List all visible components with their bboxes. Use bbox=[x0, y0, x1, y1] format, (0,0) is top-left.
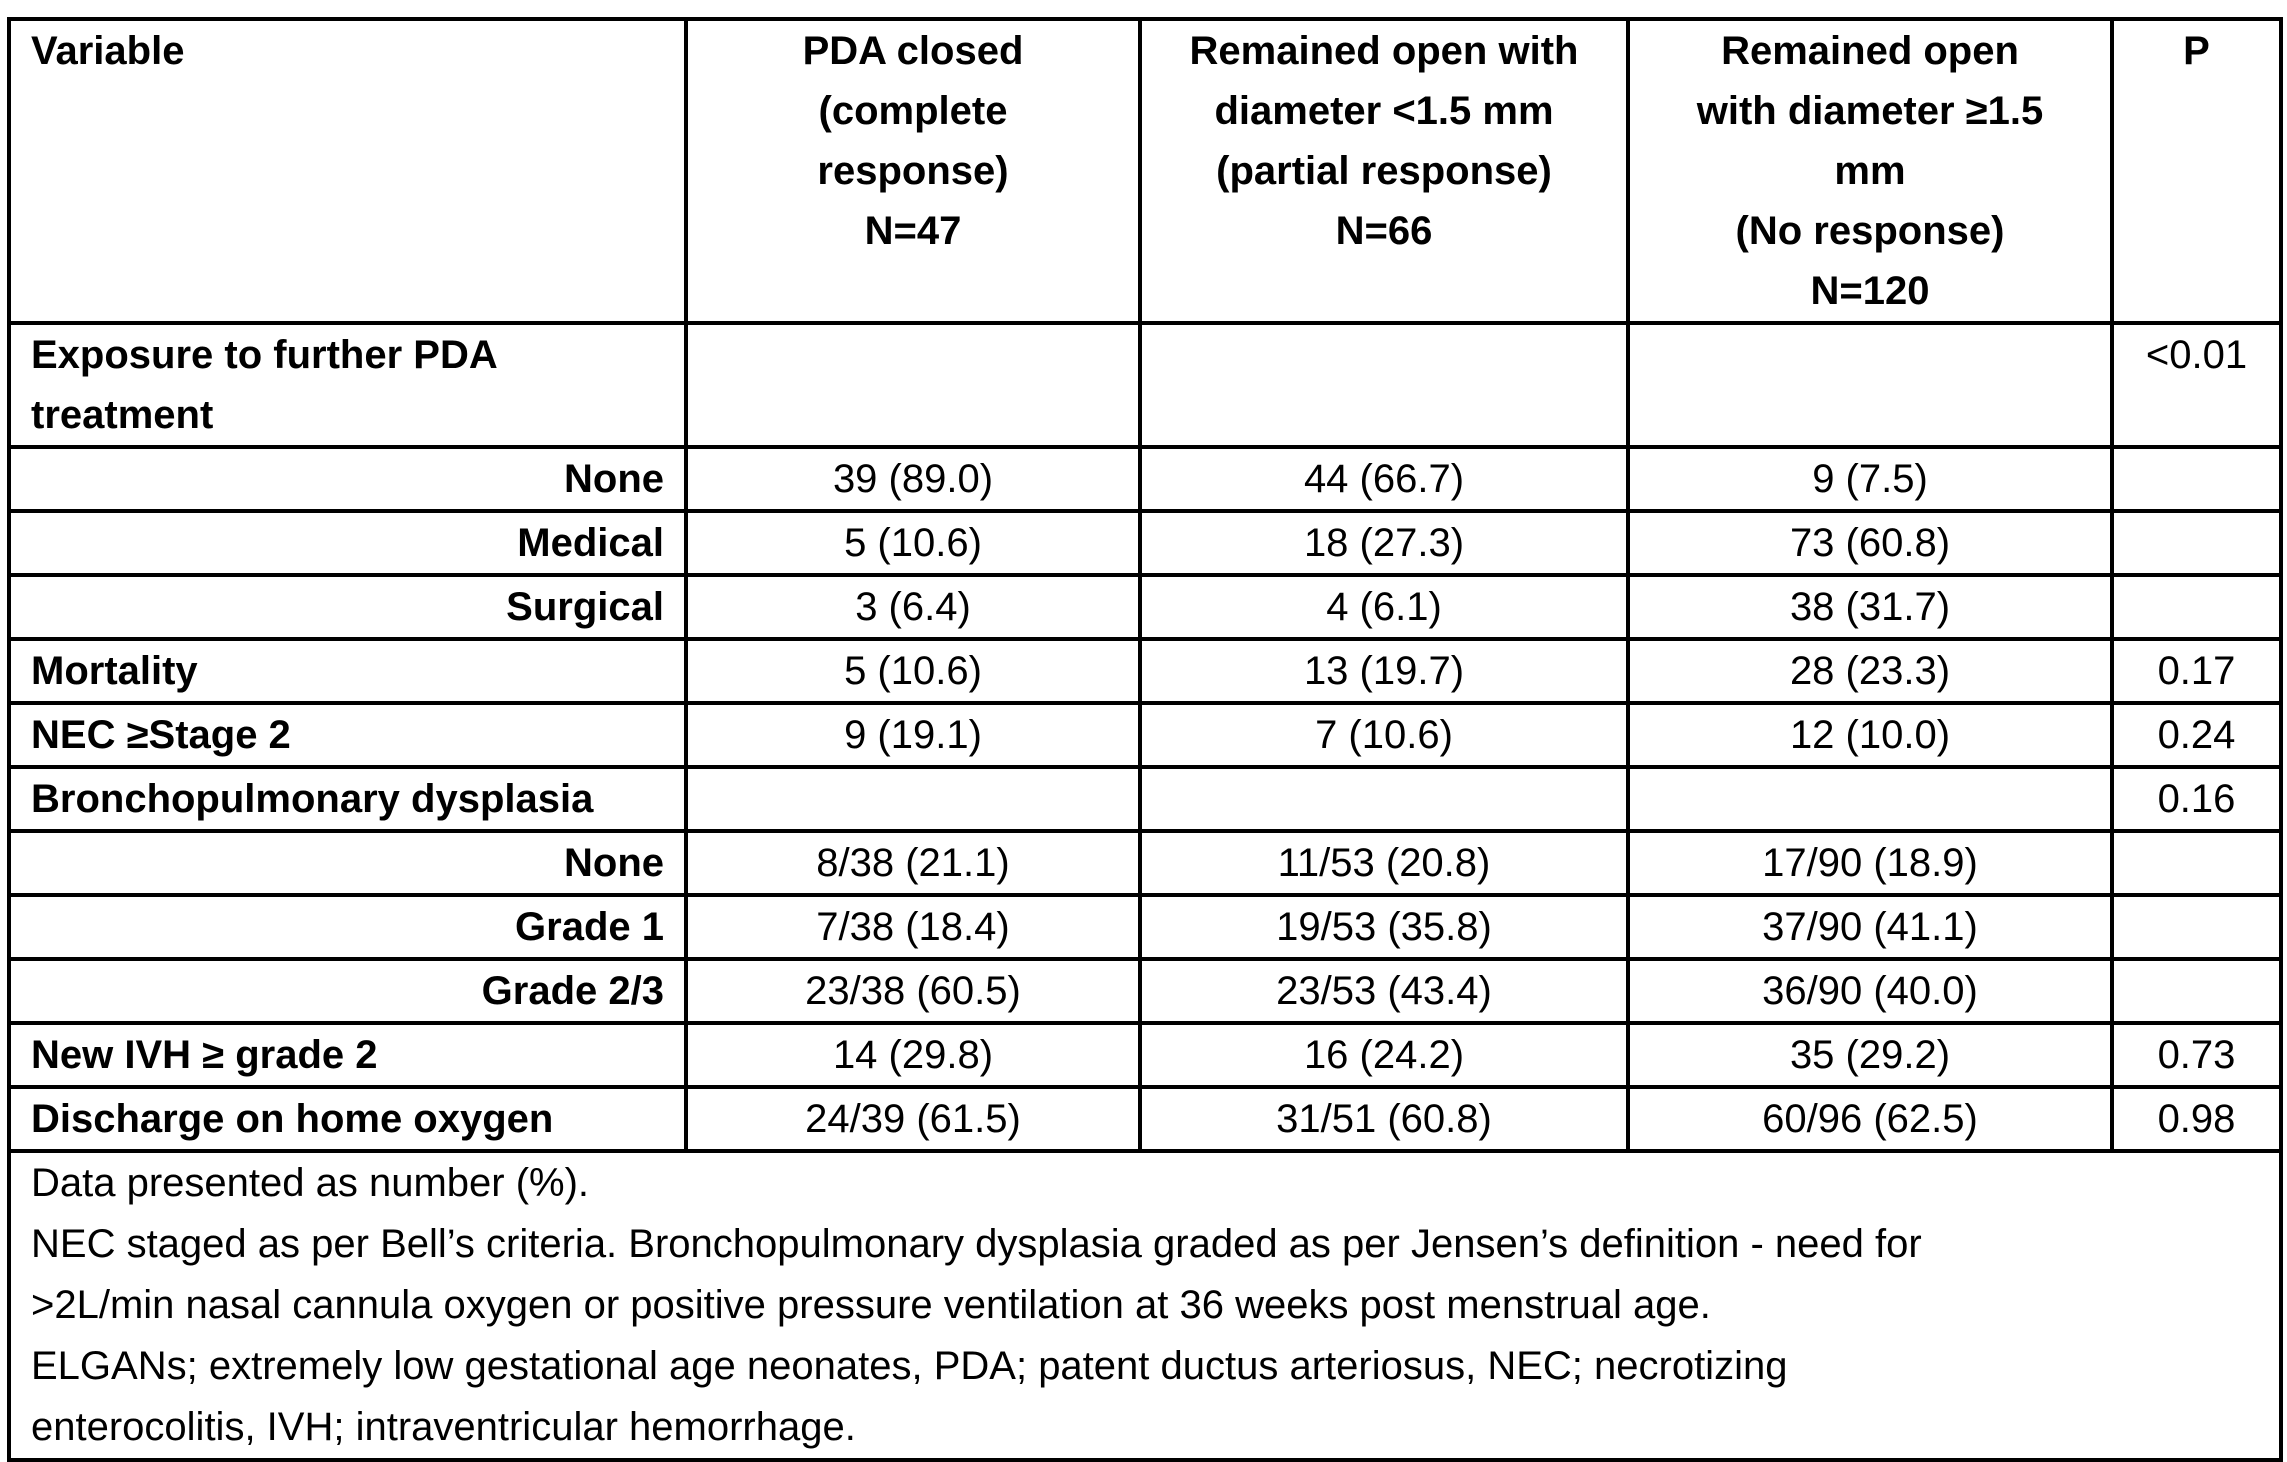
results-table bbox=[7, 17, 2283, 1462]
sub-label: None bbox=[9, 447, 686, 511]
table-row bbox=[9, 639, 2281, 703]
footnote-line: NEC staged as per Bell’s criteria. Bronchopulmonary dysplasia graded as per Jensen’s definition - need for bbox=[31, 1222, 1922, 1266]
row-label-exposure: Exposure to further PDA treatment bbox=[9, 323, 686, 447]
table-cell: 37/90 (41.1) bbox=[1628, 895, 2112, 959]
row-label-mortality: Mortality bbox=[9, 639, 686, 703]
footnote-line: ELGANs; extremely low gestational age neonates, PDA; patent ductus arteriosus, NEC; necrotizing bbox=[31, 1344, 1788, 1388]
footnote-line: enterocolitis, IVH; intraventricular hemorrhage. bbox=[31, 1405, 856, 1449]
table-cell: 9 (19.1) bbox=[686, 703, 1140, 767]
p-value-cell: 0.16 bbox=[2112, 767, 2281, 831]
table-cell: 7/38 (18.4) bbox=[686, 895, 1140, 959]
header-no-response: Remained open with diameter ≥1.5 mm (No response) N=120 bbox=[1628, 19, 2112, 323]
header-partial-response: Remained open with diameter <1.5 mm (partial response) N=66 bbox=[1140, 19, 1628, 323]
table-row bbox=[9, 959, 2281, 1023]
table-cell: 19/53 (35.8) bbox=[1140, 895, 1628, 959]
table-cell: 44 (66.7) bbox=[1140, 447, 1628, 511]
table-cell: 16 (24.2) bbox=[1140, 1023, 1628, 1087]
sub-label: Grade 1 bbox=[9, 895, 686, 959]
table-cell: 5 (10.6) bbox=[686, 639, 1140, 703]
table-footnotes bbox=[9, 1151, 2281, 1460]
table-cell: 23/38 (60.5) bbox=[686, 959, 1140, 1023]
p-value-cell: <0.01 bbox=[2112, 323, 2281, 447]
table-cell: 31/51 (60.8) bbox=[1140, 1087, 1628, 1151]
table-cell: 36/90 (40.0) bbox=[1628, 959, 2112, 1023]
row-label-bpd: Bronchopulmonary dysplasia bbox=[9, 767, 686, 831]
table-cell: 18 (27.3) bbox=[1140, 511, 1628, 575]
table-cell: 73 (60.8) bbox=[1628, 511, 2112, 575]
table-cell: 24/39 (61.5) bbox=[686, 1087, 1140, 1151]
p-value-cell: 0.73 bbox=[2112, 1023, 2281, 1087]
table-cell: 17/90 (18.9) bbox=[1628, 831, 2112, 895]
footnote-line: Data presented as number (%). bbox=[31, 1161, 590, 1205]
p-value-cell: 0.24 bbox=[2112, 703, 2281, 767]
table-cell: 7 (10.6) bbox=[1140, 703, 1628, 767]
table-row bbox=[9, 323, 2281, 447]
sub-label: None bbox=[9, 831, 686, 895]
footnote-line: >2L/min nasal cannula oxygen or positive pressure ventilation at 36 weeks post menstrual age. bbox=[31, 1283, 1711, 1327]
table-row bbox=[9, 1087, 2281, 1151]
table-cell: 23/53 (43.4) bbox=[1140, 959, 1628, 1023]
header-variable: Variable bbox=[9, 19, 686, 323]
table-row bbox=[9, 895, 2281, 959]
sub-label: Grade 2/3 bbox=[9, 959, 686, 1023]
table-cell: 4 (6.1) bbox=[1140, 575, 1628, 639]
sub-label: Surgical bbox=[9, 575, 686, 639]
table-row bbox=[9, 831, 2281, 895]
table-row bbox=[9, 511, 2281, 575]
header-p-value: P bbox=[2112, 19, 2281, 323]
row-label-nec: NEC ≥Stage 2 bbox=[9, 703, 686, 767]
table-cell: 5 (10.6) bbox=[686, 511, 1140, 575]
table-cell: 13 (19.7) bbox=[1140, 639, 1628, 703]
table-cell: 39 (89.0) bbox=[686, 447, 1140, 511]
p-value-cell: 0.17 bbox=[2112, 639, 2281, 703]
table-cell: 8/38 (21.1) bbox=[686, 831, 1140, 895]
notes-row bbox=[9, 1151, 2281, 1460]
header-row bbox=[9, 19, 2281, 323]
table-row bbox=[9, 447, 2281, 511]
row-label-ivh: New IVH ≥ grade 2 bbox=[9, 1023, 686, 1087]
table-row bbox=[9, 1023, 2281, 1087]
table-cell: 60/96 (62.5) bbox=[1628, 1087, 2112, 1151]
table-cell: 28 (23.3) bbox=[1628, 639, 2112, 703]
table-row bbox=[9, 703, 2281, 767]
table-cell: 38 (31.7) bbox=[1628, 575, 2112, 639]
table-cell: 14 (29.8) bbox=[686, 1023, 1140, 1087]
table-cell: 35 (29.2) bbox=[1628, 1023, 2112, 1087]
table-row bbox=[9, 767, 2281, 831]
table-cell: 3 (6.4) bbox=[686, 575, 1140, 639]
table-cell: 11/53 (20.8) bbox=[1140, 831, 1628, 895]
sub-label: Medical bbox=[9, 511, 686, 575]
header-pda-closed: PDA closed (complete response) N=47 bbox=[686, 19, 1140, 323]
table-row bbox=[9, 575, 2281, 639]
p-value-cell: 0.98 bbox=[2112, 1087, 2281, 1151]
table-cell: 12 (10.0) bbox=[1628, 703, 2112, 767]
row-label-home-oxygen: Discharge on home oxygen bbox=[9, 1087, 686, 1151]
table-cell: 9 (7.5) bbox=[1628, 447, 2112, 511]
